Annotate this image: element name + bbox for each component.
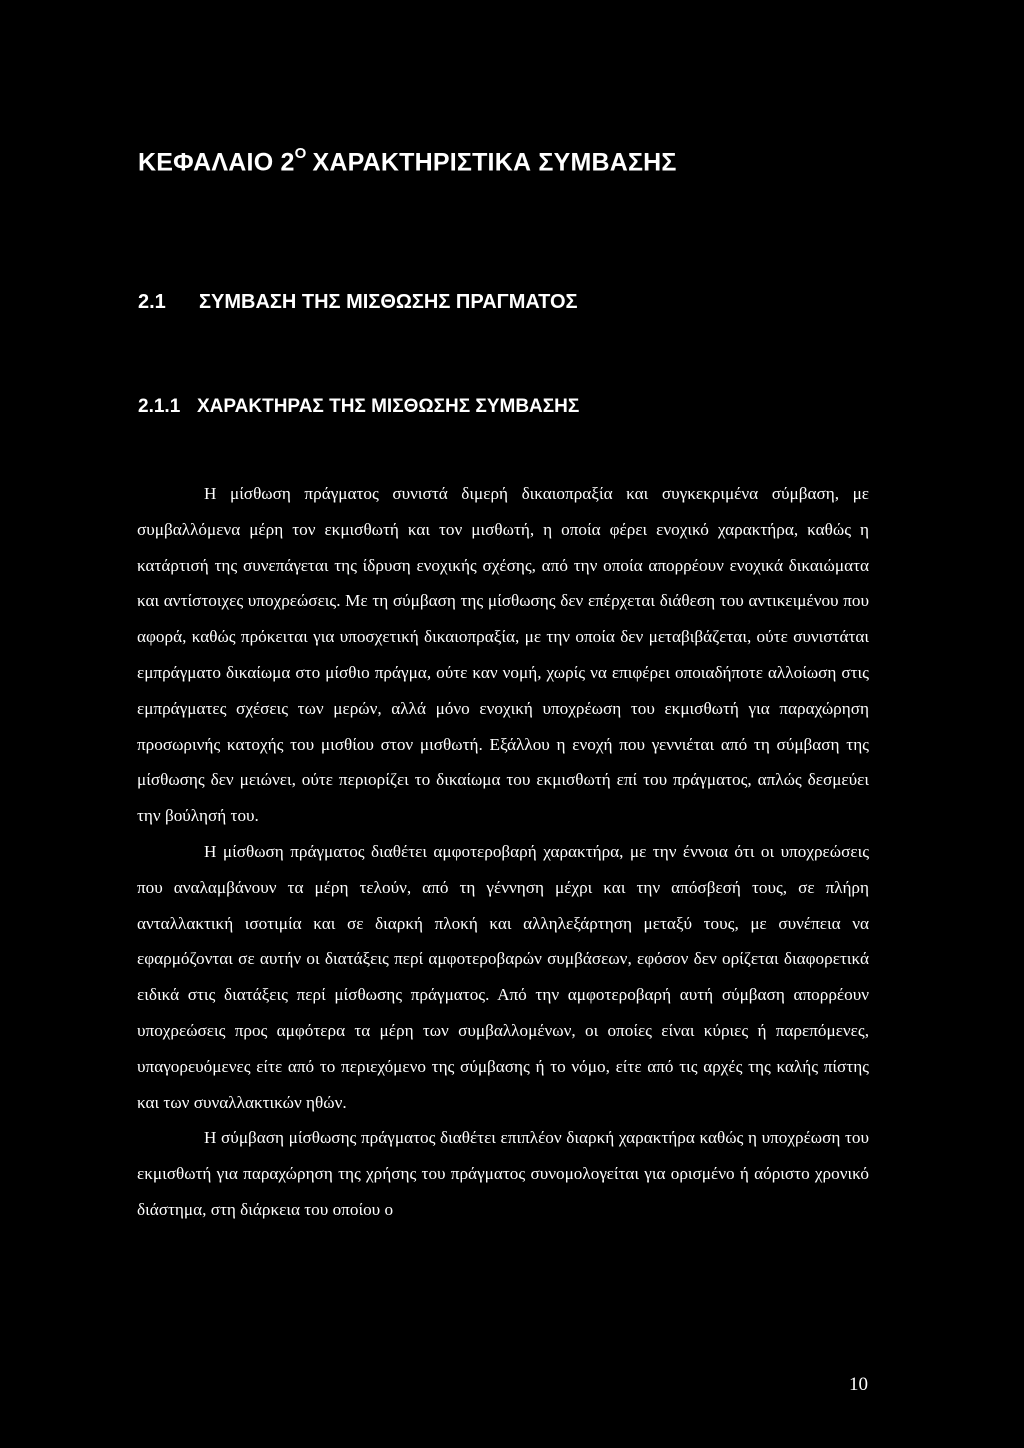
subsection-heading xyxy=(138,396,579,418)
page-number: 10 xyxy=(849,1374,868,1395)
section-title: ΣΥΜΒΑΣΗ ΤΗΣ ΜΙΣΘΩΣΗΣ ΠΡΑΓΜΑΤΟΣ xyxy=(199,291,578,313)
paragraph: Η μίσθωση πράγματος συνιστά διμερή δικαιοπραξία και συγκεκριμένα σύμβαση, με συμβαλλόμενα μέρη τον εκμισθωτή και τον μισθωτή, η οποία φέρει ενοχικό χαρακτήρα, καθώς η κατάρτισή της συνεπάγεται της ίδρυση ενοχικής σχέσης, από την οποία απορρέουν ενοχικά δικαιώματα και αντίστοιχες υποχρεώσεις. Με τη σύμβαση της μίσθωσης δεν επέρχεται διάθεση του αντικειμένου που αφορά, καθώς πρόκειται για υποσχετική δικαιοπραξία, με την οποία δεν μεταβιβάζεται, ούτε συνιστάται εμπράγματο δικαίωμα στο μίσθιο πράγμα, ούτε καν νομή, χωρίς να επιφέρει οποιαδήποτε αλλοίωση στις εμπράγματες σχέσεις των μερών, αλλά μόνο ενοχική υποχρέωση του εκμισθωτή για παραχώρηση προσωρινής κατοχής του μισθίου στον μισθωτή. Εξάλλου η ενοχή που γεννιέται από τη σύμβαση της μίσθωσης δεν μειώνει, ούτε περιορίζει το δικαίωμα του εκμισθωτή επί του πράγματος, απλώς δεσμεύει την βούλησή του. xyxy=(137,484,869,826)
chapter-title-prefix: ΚΕΦΑΛΑΙΟ 2 xyxy=(138,148,295,177)
chapter-title-suffix: ΧΑΡΑΚΤΗΡΙΣΤΙΚΑ ΣΥΜΒΑΣΗΣ xyxy=(312,148,677,177)
section-number: 2.1 xyxy=(138,291,166,313)
paragraph: Η σύμβαση μίσθωσης πράγματος διαθέτει επιπλέον διαρκή χαρακτήρα καθώς η υποχρέωση του εκμισθωτή για παραχώρηση της χρήσης του πράγματος συνομολογείται για ορισμένο ή αόριστο χρονικό διάστημα, στη διάρκεια του οποίου ο xyxy=(137,1128,869,1219)
chapter-title-superscript: Ο xyxy=(294,145,307,162)
subsection-title: ΧΑΡΑΚΤΗΡΑΣ ΤΗΣ ΜΙΣΘΩΣΗΣ ΣΥΜΒΑΣΗΣ xyxy=(197,396,580,417)
body-text xyxy=(137,476,869,1228)
chapter-title xyxy=(138,145,677,177)
subsection-number: 2.1.1 xyxy=(138,396,181,417)
paragraph: Η μίσθωση πράγματος διαθέτει αμφοτεροβαρή χαρακτήρα, με την έννοια ότι οι υποχρεώσεις που αναλαμβάνουν τα μέρη τελούν, από τη γέννηση μέχρι και την απόσβεσή τους, σε πλήρη ανταλλακτική ισοτιμία και σε διαρκή πλοκή και αλληλεξάρτηση μεταξύ τους, με συνέπεια να εφαρμόζονται σε αυτήν οι διατάξεις περί αμφοτεροβαρών συμβάσεων, εφόσον δεν ορίζεται διαφορετικά ειδικά στις διατάξεις περί μίσθωσης πράγματος. Από την αμφοτεροβαρή αυτή σύμβαση απορρέουν υποχρεώσεις προς αμφότερα τα μέρη των συμβαλλομένων, οι οποίες είναι κύριες ή παρεπόμενες, υπαγορευόμενες είτε από το περιεχόμενο της σύμβασης ή το νόμο, είτε από τις αρχές της καλής πίστης και των συναλλακτικών ηθών. xyxy=(137,841,869,1112)
section-heading xyxy=(138,291,578,314)
